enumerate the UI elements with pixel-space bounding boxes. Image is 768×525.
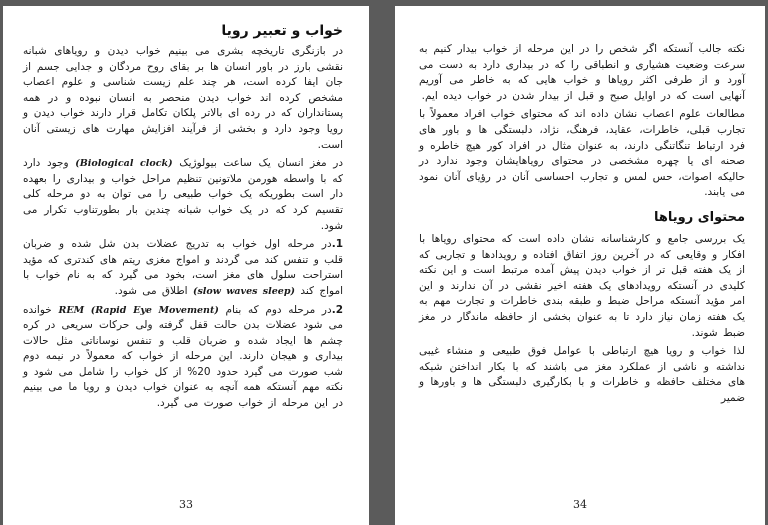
list-number: 1. — [331, 238, 343, 251]
left-page — [3, 6, 369, 525]
paragraph-stage-two — [23, 303, 343, 412]
latin-term: (Biological clock) — [75, 158, 173, 170]
paragraph-text: وجود دارد که با واسطه هورمن ملاتونین تنظیم مراحل خواب و بیداری را بعهده دار است بطوریکه یک خواب طبیعی را می توان به دو مرحله کلی تقسیم کرد که در یک خواب شبانه چندین بار بطورتناوب تکرار می شود. — [23, 157, 343, 232]
paragraph-text: خوانده می شود عضلات بدن حالت قفل گرفته ولی حرکات سریعی در کره چشم ها ایجاد شده و ضربان قلب و تنفس نوساناتی مثل حالات بیداری و هیجان دارند. این مرحله از خواب که معمولاً در نیمه دوم شب صورت می گیرد حدود 20% از کل خواب را شامل می شود و نکته مهم آنستکه همه آنچه به عنوان خواب دیدن و رویا ما می بینیم در این مرحله از خواب صورت می گیرد. — [23, 303, 343, 410]
paragraph-neuroscience: مطالعات علوم اعصاب نشان داده اند که محتوای خواب افراد معمولاً با تجارب قبلی، خاطرات، عقاید، فرهنگ، نژاد، دلبستگی ها و باور های فرد ارتباط تنگاتنگی دارند، به عنوان مثال در افراد کور هیچ خاطره و صحنه ای یا چهره مشخصی در محتوای رویاهایشان وجود ندارد در حالیکه اصوات، حس لمس و تجارب احساسی آنان در رؤیای آنان نمود می یابند. — [419, 108, 745, 199]
paragraph-text: در مغز انسان یک ساعت بیولوژیک — [179, 157, 343, 170]
paragraph-stage-one — [23, 237, 343, 299]
list-number: 2. — [331, 303, 343, 316]
page-gutter — [369, 0, 395, 525]
paragraph-waking: نکته جالب آنستکه اگر شخص را در این مرحله از خواب بیدار کنیم به سرعت وضعیت هشیاری و انطباقی را که در بیداری دارد به دست می آورد و از طرفی اکثر رویاها و خواب هایی که به خاطر می آوریم آنهایی است که در اوایل صبح و قبل از بیدار شدن در خواب دیده ایم. — [419, 43, 745, 102]
paragraph-biological-clock — [23, 156, 343, 234]
paragraph-dream-content: یک بررسی جامع و کارشناسانه نشان داده است که محتوای رویاها با افکار و وقایعی که در آخرین روز اتفاق افتاده و رویدادها و تجاربی که از یک هفته قبل تر از خواب دیدن پیش آمده مرتبط است و این نکته کلیدی در آنستکه رویدادهای یک هفته اخیر نقشی در آن ندارند و این امر مؤید آنستکه مراحل ضبط و طبقه بندی خاطرات و تجارت مهم به یک هفته زمان نیاز دارد تا به عنوان بخشی از حافظه ماندگار در مغز ضبط شوند. — [419, 232, 745, 339]
page-number: 33 — [179, 498, 193, 511]
right-page — [395, 6, 765, 525]
latin-term: REM (Rapid Eye Movement) — [58, 304, 219, 316]
section-title: محتوای رویاها — [654, 209, 745, 225]
page-number: 34 — [573, 498, 587, 511]
paragraph-text: در مرحله اول خواب به تدریج عضلات بدن شل شده و ضربان قلب و تنفس کند می گردند و امواج مغزی ریتم های کندتری که مؤید استراحت سلول های مغز است، بخود می گیرد که به نام خواب با امواج کند — [23, 238, 343, 297]
paragraph-intro: در بازنگری تاریخچه بشری می بینیم خواب دیدن و رویاهای شبانه نقشی بارز در باور انسان ها بر بقای روح مردگان و جدایی جسم از جان ایفا کرده است، هر چند علم زیست شناسی و علوم اعصاب مشخص کرده اند خواب دیدن منحصر به انسان نبوده و در همه پستانداران که در رده ای بالاتر پلکان تکامل قرار دارند خواب دیدن و رویا وجود دارد و بخشی از فرآیند افزایش مهارت های زیستی آنان است. — [23, 45, 343, 151]
paragraph-text: در مرحله دوم که بنام — [225, 303, 332, 316]
paragraph-conclusion: لذا خواب و رویا هیچ ارتباطی با عوامل فوق طبیعی و منشاء غیبی نداشته و ناشی از عملکرد مغز می باشند که با بکار انداختن شبکه های مختلف حافظه و خاطرات و با بکارگیری دلبستگی ها و باورها و ضمیر — [419, 345, 745, 404]
chapter-title: خواب و تعبیر رویا — [221, 23, 343, 39]
paragraph-text: اطلاق می شود. — [114, 284, 188, 297]
latin-term: (slow waves sleep) — [192, 285, 295, 297]
